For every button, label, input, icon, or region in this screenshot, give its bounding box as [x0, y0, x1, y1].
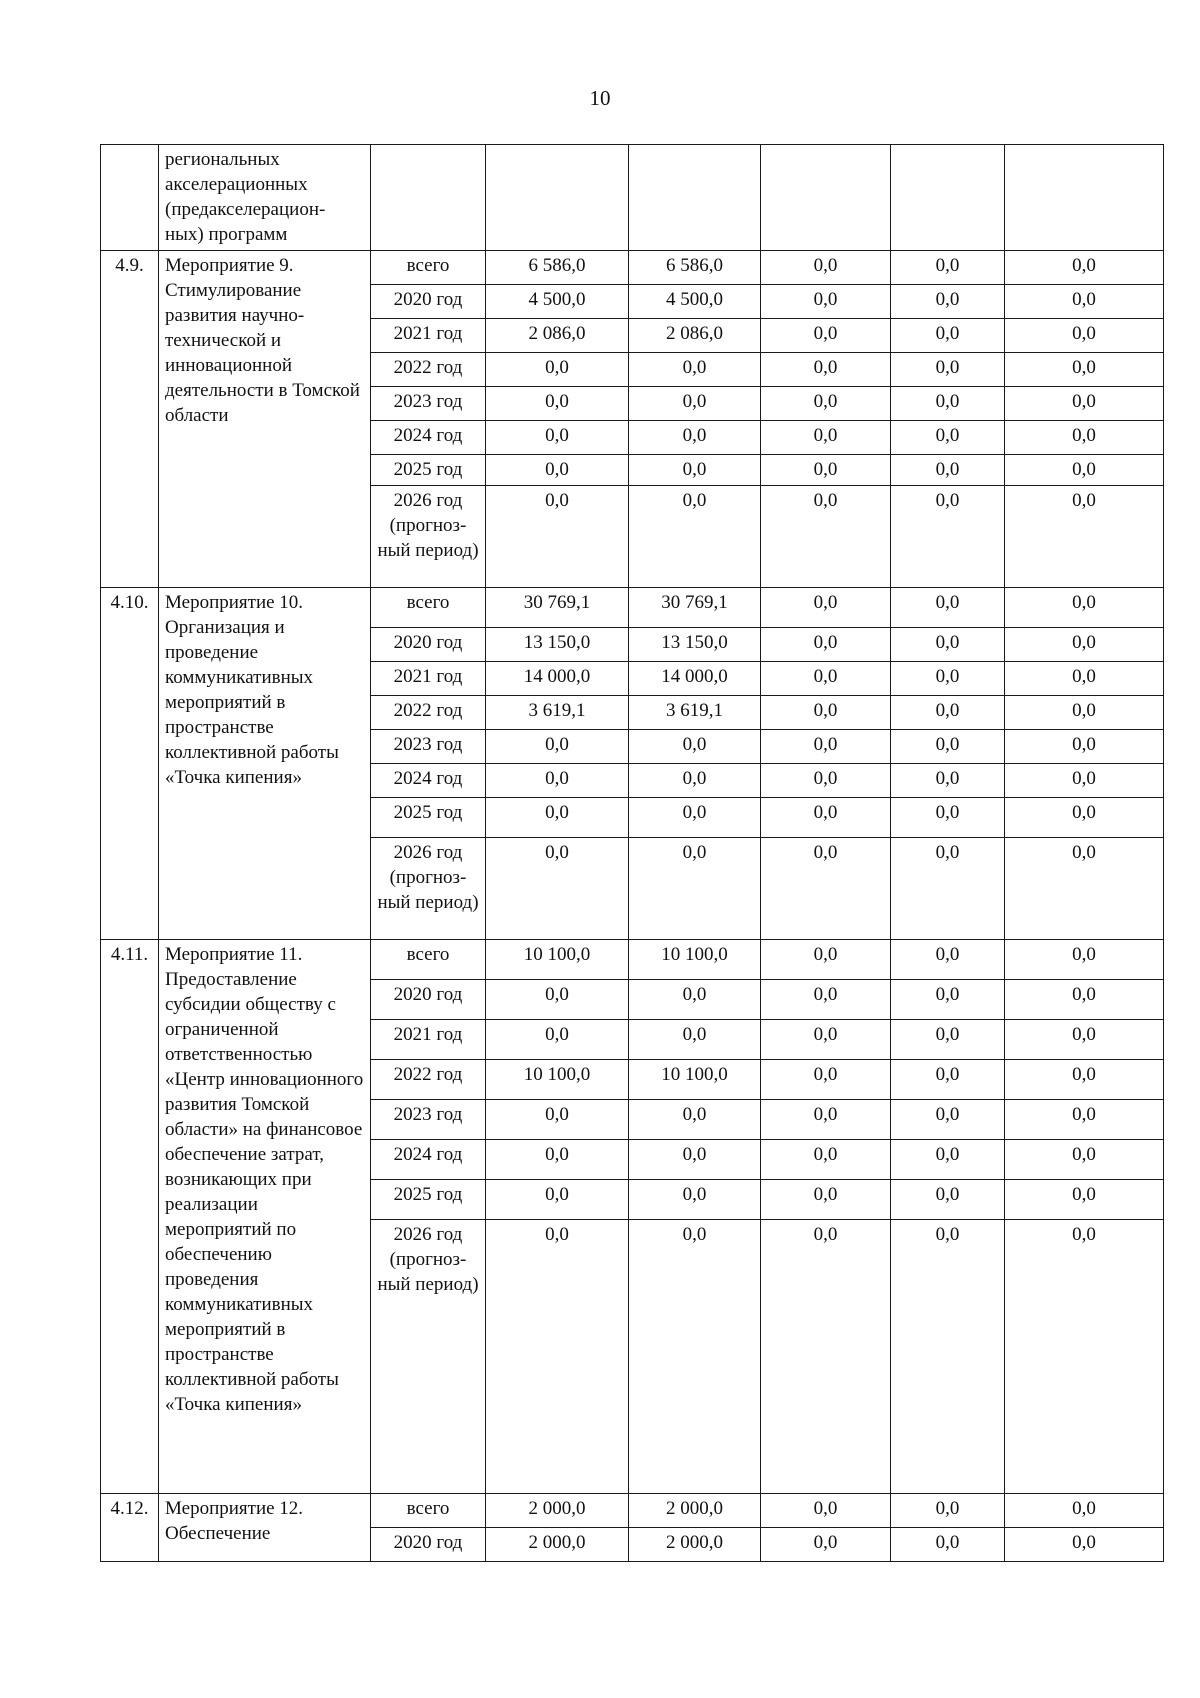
- value-cell: 0,0: [1005, 662, 1164, 696]
- value-cell: 14 000,0: [486, 662, 629, 696]
- value-cell: 0,0: [1005, 1060, 1164, 1100]
- value-cell: 10 100,0: [486, 1060, 629, 1100]
- value-cell: 0,0: [486, 1140, 629, 1180]
- budget-table: [100, 144, 1164, 1562]
- value-cell: 0,0: [629, 1020, 761, 1060]
- value-cell: 0,0: [761, 319, 891, 353]
- value-cell: 0,0: [486, 353, 629, 387]
- value-cell: 0,0: [1005, 455, 1164, 486]
- value-cell: 0,0: [761, 353, 891, 387]
- value-cell: 14 000,0: [629, 662, 761, 696]
- value-cell: 0,0: [1005, 838, 1164, 940]
- value-cell: 0,0: [1005, 940, 1164, 980]
- period-cell: 2020 год: [371, 628, 486, 662]
- value-cell: 0,0: [891, 455, 1005, 486]
- value-cell: 0,0: [629, 353, 761, 387]
- period-cell: 2023 год: [371, 1100, 486, 1140]
- measure-number: 4.9.: [101, 251, 159, 588]
- period-cell: всего: [371, 588, 486, 628]
- value-cell: 0,0: [1005, 486, 1164, 588]
- period-cell: 2020 год: [371, 980, 486, 1020]
- page-number: 10: [589, 86, 611, 110]
- value-cell: 0,0: [891, 251, 1005, 285]
- value-cell: 0,0: [891, 838, 1005, 940]
- value-cell: 0,0: [486, 838, 629, 940]
- value-cell: 0,0: [629, 1220, 761, 1494]
- value-cell: 0,0: [761, 455, 891, 486]
- period-cell: 2022 год: [371, 1060, 486, 1100]
- value-cell: 0,0: [629, 486, 761, 588]
- value-cell: 0,0: [761, 285, 891, 319]
- value-cell: 0,0: [486, 1100, 629, 1140]
- value-cell: 0,0: [891, 1060, 1005, 1100]
- continuation-title-cell: региональных акселерационных (предакселерацион-ных) программ: [159, 145, 371, 251]
- value-cell: 0,0: [1005, 628, 1164, 662]
- value-cell: 0,0: [1005, 1100, 1164, 1140]
- value-cell: 0,0: [1005, 1140, 1164, 1180]
- continuation-row: [101, 145, 1164, 251]
- value-cell: 0,0: [486, 1220, 629, 1494]
- value-cell: 0,0: [761, 1494, 891, 1528]
- period-cell: 2026 год (прогноз-ный период): [371, 486, 486, 588]
- measure-number: 4.12.: [101, 1494, 159, 1562]
- value-cell: 0,0: [629, 455, 761, 486]
- value-cell: 0,0: [629, 730, 761, 764]
- period-cell: 2025 год: [371, 798, 486, 838]
- value-cell: 0,0: [629, 1140, 761, 1180]
- measure-number: 4.10.: [101, 588, 159, 940]
- measure-title: Мероприятие 10. Организация и проведение коммуникативных мероприятий в пространстве коллективной работы «Точка кипения»: [159, 588, 371, 940]
- value-cell: 0,0: [761, 387, 891, 421]
- period-cell: всего: [371, 251, 486, 285]
- value-cell: 0,0: [891, 1494, 1005, 1528]
- period-cell: 2025 год: [371, 455, 486, 486]
- value-cell: 0,0: [761, 662, 891, 696]
- table-row: [101, 940, 1164, 980]
- value-cell: 0,0: [891, 696, 1005, 730]
- period-cell: 2024 год: [371, 1140, 486, 1180]
- value-cell: 0,0: [891, 662, 1005, 696]
- value-cell: 0,0: [486, 387, 629, 421]
- value-cell: 0,0: [761, 251, 891, 285]
- value-cell: 0,0: [629, 980, 761, 1020]
- value-cell: 0,0: [486, 455, 629, 486]
- value-cell: 0,0: [761, 764, 891, 798]
- value-cell: 6 586,0: [486, 251, 629, 285]
- period-cell: 2024 год: [371, 421, 486, 455]
- value-cell: 0,0: [891, 628, 1005, 662]
- value-cell: 0,0: [1005, 353, 1164, 387]
- value-cell: 0,0: [761, 838, 891, 940]
- value-cell: 3 619,1: [486, 696, 629, 730]
- value-cell: 0,0: [761, 1180, 891, 1220]
- value-cell: 0,0: [891, 1100, 1005, 1140]
- continuation-period-cell: [371, 145, 486, 251]
- period-cell: всего: [371, 1494, 486, 1528]
- period-cell: 2026 год (прогноз-ный период): [371, 1220, 486, 1494]
- continuation-value-cell: [891, 145, 1005, 251]
- period-cell: 2021 год: [371, 319, 486, 353]
- value-cell: 13 150,0: [486, 628, 629, 662]
- value-cell: 0,0: [761, 1220, 891, 1494]
- value-cell: 0,0: [1005, 1020, 1164, 1060]
- value-cell: 0,0: [1005, 696, 1164, 730]
- value-cell: 0,0: [629, 764, 761, 798]
- table-row: [101, 251, 1164, 285]
- value-cell: 0,0: [1005, 1180, 1164, 1220]
- value-cell: 0,0: [486, 730, 629, 764]
- continuation-value-cell: [761, 145, 891, 251]
- value-cell: 0,0: [891, 1528, 1005, 1562]
- continuation-value-cell: [629, 145, 761, 251]
- value-cell: 0,0: [1005, 319, 1164, 353]
- table-row: [101, 588, 1164, 628]
- value-cell: 0,0: [891, 319, 1005, 353]
- value-cell: 2 000,0: [629, 1494, 761, 1528]
- value-cell: 0,0: [761, 486, 891, 588]
- value-cell: 0,0: [761, 1020, 891, 1060]
- measure-title: Мероприятие 12. Обеспечение: [159, 1494, 371, 1562]
- period-cell: 2023 год: [371, 730, 486, 764]
- value-cell: 0,0: [1005, 588, 1164, 628]
- period-cell: 2023 год: [371, 387, 486, 421]
- value-cell: 0,0: [761, 1528, 891, 1562]
- continuation-value-cell: [1005, 145, 1164, 251]
- value-cell: 0,0: [486, 798, 629, 838]
- value-cell: 0,0: [1005, 980, 1164, 1020]
- value-cell: 0,0: [891, 486, 1005, 588]
- value-cell: 0,0: [1005, 1220, 1164, 1494]
- value-cell: 2 086,0: [629, 319, 761, 353]
- value-cell: 0,0: [891, 1180, 1005, 1220]
- value-cell: 0,0: [486, 1020, 629, 1060]
- value-cell: 0,0: [761, 940, 891, 980]
- value-cell: 0,0: [761, 798, 891, 838]
- value-cell: 0,0: [629, 838, 761, 940]
- value-cell: 0,0: [891, 798, 1005, 838]
- period-cell: 2025 год: [371, 1180, 486, 1220]
- value-cell: 0,0: [891, 940, 1005, 980]
- table-body: [101, 145, 1164, 1562]
- value-cell: 0,0: [891, 980, 1005, 1020]
- value-cell: 0,0: [891, 764, 1005, 798]
- value-cell: 0,0: [1005, 730, 1164, 764]
- measure-title: Мероприятие 11. Предоставление субсидии обществу с ограниченной ответственностью «Центр инновационного развития Томской области» на финансовое обеспечение затрат, возникающих при реализации мероприятий по обеспечению проведения коммуникативных мероприятий в пространстве коллективной работы «Точка кипения»: [159, 940, 371, 1494]
- value-cell: 13 150,0: [629, 628, 761, 662]
- value-cell: 0,0: [761, 1100, 891, 1140]
- value-cell: 0,0: [486, 980, 629, 1020]
- value-cell: 2 000,0: [486, 1528, 629, 1562]
- value-cell: 6 586,0: [629, 251, 761, 285]
- period-cell: 2021 год: [371, 662, 486, 696]
- value-cell: 0,0: [761, 730, 891, 764]
- value-cell: 0,0: [1005, 764, 1164, 798]
- value-cell: 0,0: [629, 798, 761, 838]
- value-cell: 0,0: [1005, 1528, 1164, 1562]
- value-cell: 0,0: [629, 387, 761, 421]
- value-cell: 4 500,0: [629, 285, 761, 319]
- value-cell: 0,0: [891, 1220, 1005, 1494]
- period-cell: 2022 год: [371, 353, 486, 387]
- period-cell: 2024 год: [371, 764, 486, 798]
- value-cell: 0,0: [891, 421, 1005, 455]
- value-cell: 0,0: [761, 696, 891, 730]
- value-cell: 2 000,0: [486, 1494, 629, 1528]
- value-cell: 0,0: [1005, 798, 1164, 838]
- value-cell: 0,0: [1005, 421, 1164, 455]
- continuation-value-cell: [486, 145, 629, 251]
- measure-number: 4.11.: [101, 940, 159, 1494]
- period-cell: 2026 год (прогноз-ный период): [371, 838, 486, 940]
- value-cell: 0,0: [761, 588, 891, 628]
- value-cell: 0,0: [629, 421, 761, 455]
- period-cell: 2020 год: [371, 285, 486, 319]
- period-cell: 2022 год: [371, 696, 486, 730]
- value-cell: 0,0: [486, 421, 629, 455]
- value-cell: 0,0: [891, 588, 1005, 628]
- period-cell: 2020 год: [371, 1528, 486, 1562]
- value-cell: 0,0: [1005, 387, 1164, 421]
- value-cell: 0,0: [891, 1020, 1005, 1060]
- value-cell: 4 500,0: [486, 285, 629, 319]
- value-cell: 0,0: [1005, 285, 1164, 319]
- value-cell: 2 000,0: [629, 1528, 761, 1562]
- value-cell: 0,0: [891, 387, 1005, 421]
- value-cell: 0,0: [486, 764, 629, 798]
- table-row: [101, 1494, 1164, 1528]
- continuation-number-cell: [101, 145, 159, 251]
- value-cell: 10 100,0: [486, 940, 629, 980]
- value-cell: 0,0: [486, 486, 629, 588]
- value-cell: 0,0: [761, 980, 891, 1020]
- value-cell: 2 086,0: [486, 319, 629, 353]
- value-cell: 0,0: [629, 1100, 761, 1140]
- value-cell: 0,0: [486, 1180, 629, 1220]
- value-cell: 3 619,1: [629, 696, 761, 730]
- value-cell: 0,0: [761, 1060, 891, 1100]
- value-cell: 0,0: [629, 1180, 761, 1220]
- period-cell: всего: [371, 940, 486, 980]
- value-cell: 0,0: [1005, 251, 1164, 285]
- value-cell: 0,0: [761, 628, 891, 662]
- value-cell: 0,0: [761, 421, 891, 455]
- value-cell: 0,0: [891, 1140, 1005, 1180]
- value-cell: 30 769,1: [629, 588, 761, 628]
- measure-title: Мероприятие 9. Стимулирование развития научно-технической и инновационной деятельности в Томской области: [159, 251, 371, 588]
- period-cell: 2021 год: [371, 1020, 486, 1060]
- value-cell: 0,0: [891, 730, 1005, 764]
- value-cell: 0,0: [891, 285, 1005, 319]
- value-cell: 0,0: [761, 1140, 891, 1180]
- value-cell: 0,0: [891, 353, 1005, 387]
- value-cell: 30 769,1: [486, 588, 629, 628]
- value-cell: 10 100,0: [629, 1060, 761, 1100]
- value-cell: 0,0: [1005, 1494, 1164, 1528]
- value-cell: 10 100,0: [629, 940, 761, 980]
